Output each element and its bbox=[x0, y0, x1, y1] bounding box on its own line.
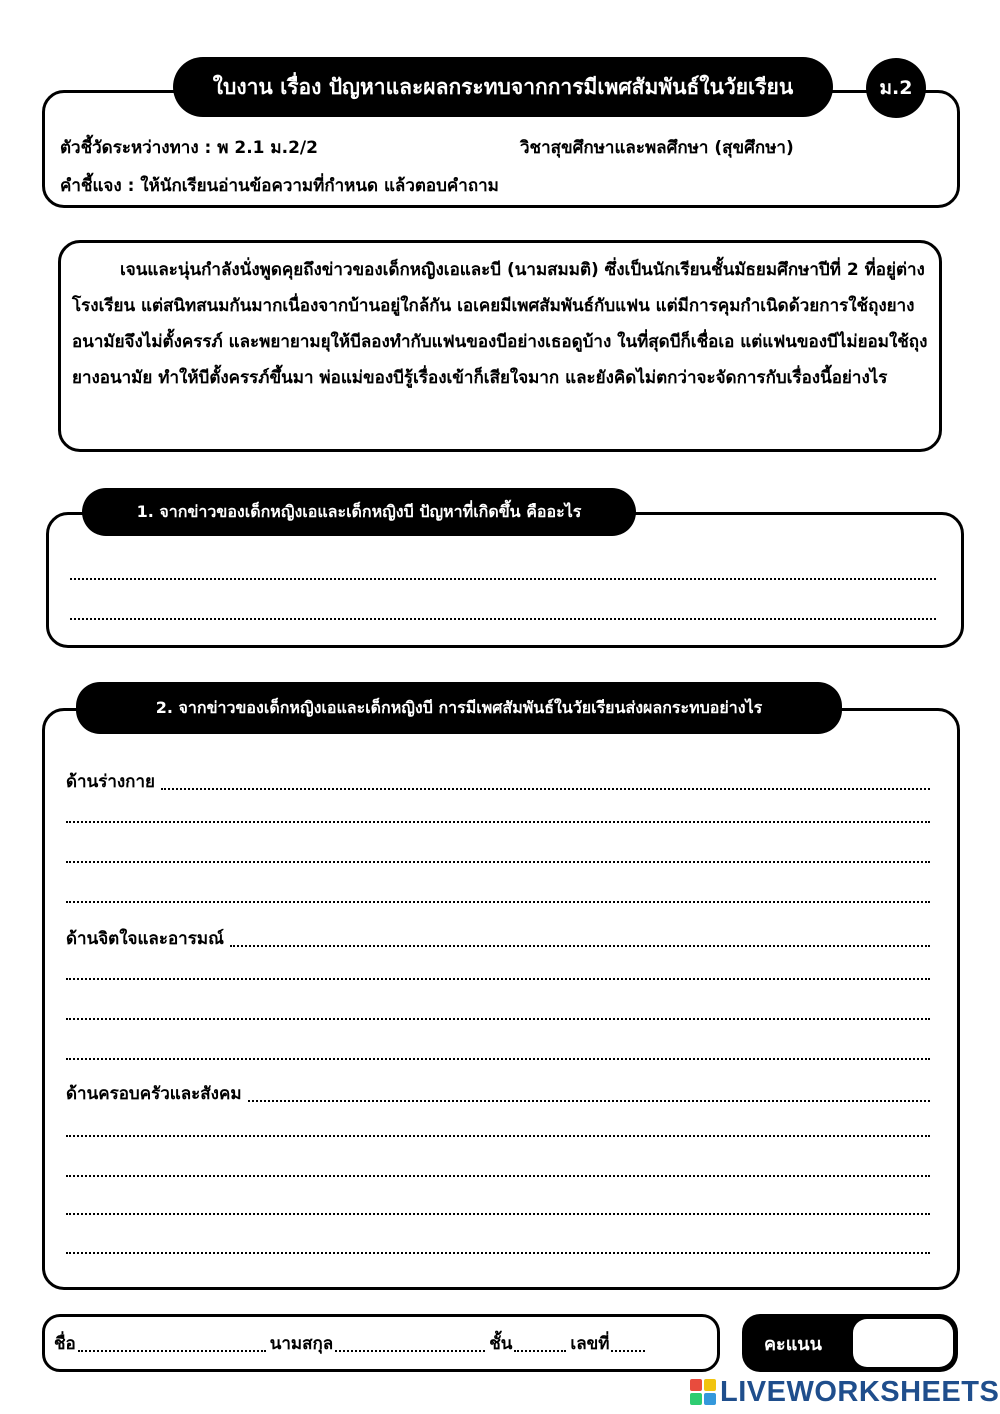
surname-field[interactable] bbox=[335, 1350, 485, 1352]
subject-text: วิชาสุขศึกษาและพลศึกษา (สุขศึกษา) bbox=[520, 138, 794, 158]
worksheet-title: ใบงาน เรื่อง ปัญหาและผลกระทบจากการมีเพศสัมพันธ์ในวัยเรียน bbox=[173, 57, 833, 117]
mental-row bbox=[66, 925, 930, 952]
score-label: คะแนน bbox=[764, 1333, 822, 1355]
number-field[interactable] bbox=[611, 1350, 645, 1352]
logo-grid-icon bbox=[690, 1379, 716, 1405]
mental-label: ด้านจิตใจและอารมณ์ bbox=[66, 929, 224, 949]
mental-answer-field[interactable] bbox=[230, 945, 930, 947]
physical-line-2[interactable] bbox=[66, 821, 930, 823]
surname-label: นามสกุล bbox=[269, 1334, 334, 1354]
student-info-row bbox=[54, 1330, 649, 1357]
mental-line-3[interactable] bbox=[66, 1018, 930, 1020]
physical-label: ด้านร่างกาย bbox=[66, 772, 155, 792]
mental-line-4[interactable] bbox=[66, 1058, 930, 1060]
indicator-text: ตัวชี้วัดระหว่างทาง : พ 2.1 ม.2/2 bbox=[60, 138, 318, 158]
story-paragraph: เจนและนุ่นกำลังนั่งพูดคุยถึงข่าวของเด็กหญิงเอและบี (นามสมมติ) ซึ่งเป็นนักเรียนชั้นมัธยมศึกษาปีที่ 2 ที่อยู่ต่างโรงเรียน แต่สนิทสนมกันมากเนื่องจากบ้านอยู่ใกล้กัน เอเคยมีเพศสัมพันธ์กับแฟน แต่มีการคุมกำเนิดด้วยการใช้ถุงยางอนามัยจึงไม่ตั้งครรภ์ และพยายามยุให้บีลองทำกับแฟนของบีอย่างเธอดูบ้าง ในที่สุดบีก็เชื่อเอ แต่แฟนของบีไม่ยอมใช้ถุงยางอนามัย ทำให้บีตั้งครรภ์ขึ้นมา พ่อแม่ของบีรู้เรื่องเข้าก็เสียใจมาก และยังคิดไม่ตกว่าจะจัดการกับเรื่องนี้อย่างไร bbox=[72, 260, 928, 388]
social-row bbox=[66, 1080, 930, 1107]
social-line-2[interactable] bbox=[66, 1135, 930, 1137]
answer1-line-1[interactable] bbox=[70, 578, 936, 580]
score-input[interactable] bbox=[853, 1319, 953, 1367]
social-answer-field[interactable] bbox=[248, 1100, 930, 1102]
social-line-4[interactable] bbox=[66, 1213, 930, 1215]
instruction-text: คำชี้แจง : ให้นักเรียนอ่านข้อความที่กำหนด แล้วตอบคำถาม bbox=[60, 176, 499, 196]
question2-label: 2. จากข่าวของเด็กหญิงเอและเด็กหญิงบี การมีเพศสัมพันธ์ในวัยเรียนส่งผลกระทบอย่างไร bbox=[76, 682, 842, 734]
social-line-3[interactable] bbox=[66, 1175, 930, 1177]
physical-row bbox=[66, 768, 930, 795]
name-label: ชื่อ bbox=[54, 1334, 76, 1354]
class-field[interactable] bbox=[514, 1350, 566, 1352]
physical-answer-field[interactable] bbox=[161, 788, 930, 790]
mental-line-2[interactable] bbox=[66, 978, 930, 980]
question1-label: 1. จากข่าวของเด็กหญิงเอและเด็กหญิงบี ปัญหาที่เกิดขึ้น คืออะไร bbox=[82, 488, 636, 536]
liveworksheets-logo bbox=[690, 1376, 999, 1408]
logo-text: LIVEWORKSHEETS bbox=[720, 1375, 1000, 1408]
grade-badge: ม.2 bbox=[866, 58, 926, 118]
class-label: ชั้น bbox=[489, 1334, 513, 1354]
social-line-5[interactable] bbox=[66, 1252, 930, 1254]
name-field[interactable] bbox=[78, 1350, 266, 1352]
number-label: เลขที่ bbox=[570, 1334, 610, 1354]
answer1-line-2[interactable] bbox=[70, 618, 936, 620]
social-label: ด้านครอบครัวและสังคม bbox=[66, 1084, 242, 1104]
physical-line-3[interactable] bbox=[66, 861, 930, 863]
question2-box bbox=[42, 708, 960, 1290]
physical-line-4[interactable] bbox=[66, 901, 930, 903]
